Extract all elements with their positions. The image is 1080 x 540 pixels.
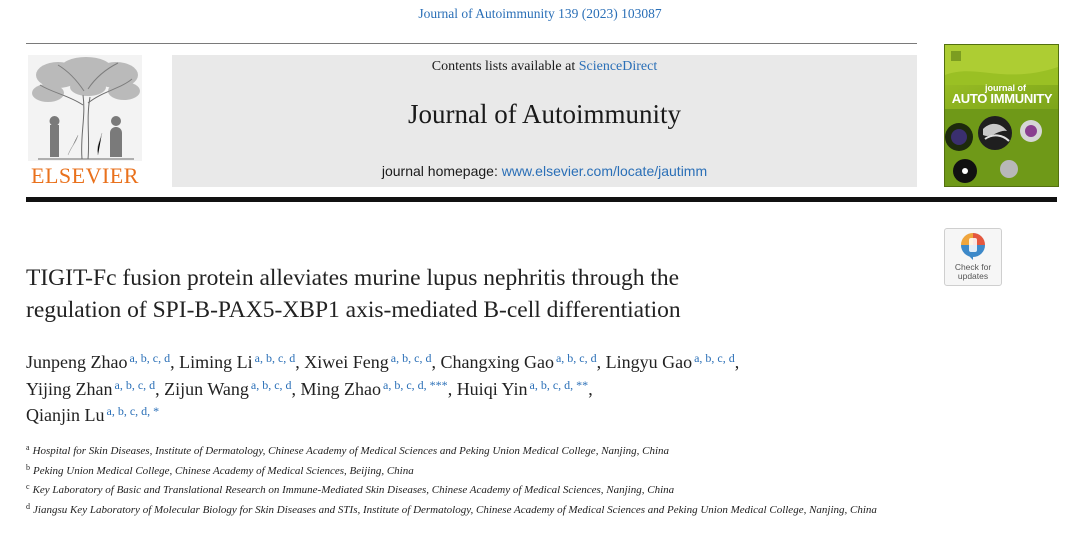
cover-title: AUTO IMMUNITY: [951, 91, 1053, 106]
author[interactable]: [26, 379, 155, 399]
journal-cover-image[interactable]: [944, 44, 1059, 187]
check-for-updates-label: [945, 263, 1001, 281]
affiliation-text: Peking Union Medical College, Chinese Academy of Medical Sciences, Beijing, China: [33, 464, 414, 477]
article-title-line2: regulation of SPI-B-PAX5-XBP1 axis-mediated B-cell differentiation: [26, 297, 681, 323]
author-line-3: [26, 400, 1026, 427]
sciencedirect-link[interactable]: ScienceDirect: [578, 59, 658, 74]
author-affiliation-sup[interactable]: a, b, c, d, **: [529, 377, 589, 392]
author[interactable]: [301, 379, 448, 399]
cover-microscopy-art: [945, 109, 1058, 186]
affiliation-letter: d: [26, 501, 30, 511]
affiliation-text: Key Laboratory of Basic and Translational Research on Immune-Mediated Skin Diseases, Chinese Academy of Medical Sciences, Nanjing, China: [32, 484, 675, 496]
author-name: Huiqi Yin: [456, 378, 528, 399]
author[interactable]: [26, 405, 159, 425]
author-affiliation-sup[interactable]: a, b, c, d: [129, 351, 171, 365]
affiliation-list: [26, 440, 926, 518]
author-name: Liming Li: [179, 352, 253, 372]
author-name: Junpeng Zhao: [26, 352, 128, 372]
contents-prefix: Contents lists available at: [431, 59, 579, 74]
author[interactable]: [606, 352, 735, 372]
author-line-1: Junpeng Zhao $^{a, b, c, d}$, Liming Li $^{a, b, c, d}$, Xiwei Feng $^{a, b, c, d}$, Changxing Gao $^{a, b, c, d}$, Lingyu Gao $^{a, b, c, d}$,: [26, 351, 740, 372]
journal-citation[interactable]: Journal of Autoimmunity 139 (2023) 103087: [418, 6, 662, 21]
elsevier-tree-icon: [28, 55, 142, 161]
author-name: Lingyu Gao: [605, 352, 693, 372]
author-name: Xiwei Feng: [304, 352, 389, 372]
homepage-prefix: journal homepage:: [381, 163, 502, 179]
author-name: Qianjin Lu: [26, 405, 105, 425]
affiliation-item: [26, 479, 926, 499]
author[interactable]: [440, 352, 596, 372]
author[interactable]: [26, 352, 170, 372]
affiliation-text: Hospital for Skin Diseases, Institute of Dermatology, Chinese Academy of Medical Sciences and Peking Union Medical College, Nanjing, China: [32, 445, 670, 457]
elsevier-wordmark: ELSEVIER: [31, 163, 139, 188]
author-affiliation-sup[interactable]: a, b, c, d, ***: [383, 377, 448, 392]
author-name: Ming Zhao: [300, 378, 382, 399]
cover-banner-art: [945, 45, 1058, 85]
author-affiliation-sup[interactable]: a, b, c, d: [555, 351, 597, 365]
author-affiliation-sup[interactable]: a, b, c, d: [114, 377, 156, 392]
journal-banner: [172, 55, 917, 187]
check-for-updates-button[interactable]: [944, 228, 1002, 286]
author-affiliation-sup[interactable]: a, b, c, d: [694, 351, 735, 365]
contents-available-line: [172, 59, 917, 75]
article-title-line1: TIGIT-Fc fusion protein alleviates murine lupus nephritis through the: [26, 265, 680, 291]
author[interactable]: [164, 379, 291, 399]
affiliation-item: [26, 499, 926, 519]
affiliation-item: [26, 440, 926, 460]
affiliation-letter: a: [26, 443, 30, 452]
author-name: Zijun Wang: [164, 378, 249, 399]
author-affiliation-sup[interactable]: a, b, c, d: [390, 351, 432, 365]
author-affiliation-sup[interactable]: a, b, c, d, *: [106, 404, 160, 418]
affiliation-letter: c: [26, 482, 30, 491]
journal-homepage-line: [172, 163, 917, 179]
affiliation-letter: b: [26, 462, 30, 472]
homepage-link[interactable]: www.elsevier.com/locate/jautimm: [501, 163, 708, 179]
journal-name: Journal of Autoimmunity: [408, 99, 681, 129]
cover-small-text: journal of: [985, 83, 1026, 93]
elsevier-logo[interactable]: [24, 55, 146, 190]
article-title: [26, 262, 926, 326]
author-name: Yijing Zhan: [26, 378, 113, 399]
author[interactable]: [179, 352, 295, 372]
author[interactable]: [457, 379, 589, 399]
author-line-2: Yijing Zhan $^{a, b, c, d}$, Zijun Wang $^{a, b, c, d}$, Ming Zhao $^{a, b, c, d, ***}$, Huiqi Yin $^{a, b, c, d, **}$,: [26, 377, 593, 399]
affiliation-text: Jiangsu Key Laboratory of Molecular Biology for Skin Diseases and STIs, Institute of Dermatology, Chinese Academy of Medical Sciences and Peking Union Medical College, Nanjing, China: [33, 503, 877, 516]
author-name: Changxing Gao: [440, 352, 554, 372]
author[interactable]: [304, 352, 431, 372]
author-affiliation-sup[interactable]: a, b, c, d: [254, 351, 296, 365]
affiliation-item: [26, 460, 926, 480]
check-label-line1: Check for: [954, 262, 992, 272]
crossmark-icon: [959, 232, 987, 262]
header-thick-divider: [26, 197, 1057, 202]
top-divider: [26, 43, 917, 44]
check-label-line2: updates: [957, 271, 989, 281]
author-affiliation-sup[interactable]: a, b, c, d: [250, 377, 292, 392]
author-list: [26, 347, 1026, 427]
